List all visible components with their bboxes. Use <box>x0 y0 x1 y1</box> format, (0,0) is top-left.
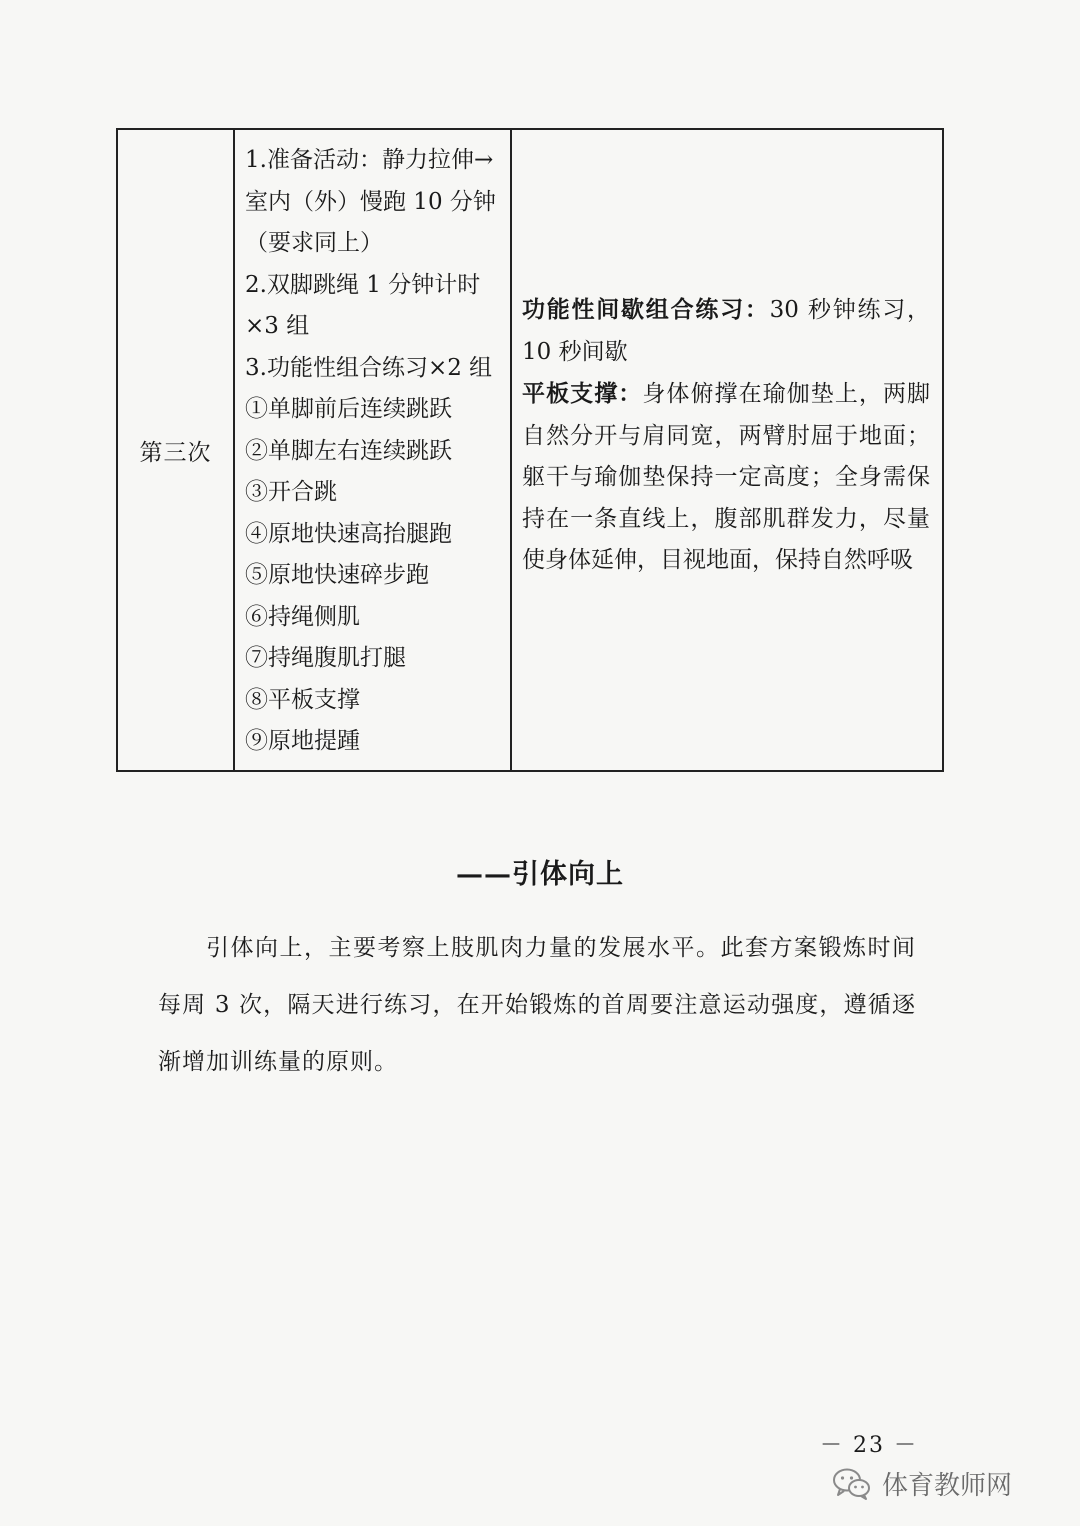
training-table <box>116 128 944 772</box>
content-line: 3.功能性组合练习×2 组 <box>245 354 493 381</box>
content-line: ④原地快速高抬腿跑 <box>245 520 452 547</box>
content-line: ⑧平板支撑 <box>245 686 360 713</box>
content-cell <box>235 130 512 770</box>
content-line: ⑦持绳腹肌打腿 <box>245 645 406 671</box>
session-label: 第三次 <box>139 439 212 466</box>
content-line: ⑤原地快速碎步跑 <box>245 562 429 588</box>
content-line: 室内（外）慢跑 10 分钟 <box>245 188 496 215</box>
content-line: ①单脚前后连续跳跃 <box>245 396 452 422</box>
note-plank-title: 平板支撑： <box>522 380 643 407</box>
content-line: ⑨原地提踵 <box>245 728 360 754</box>
notes-cell <box>512 130 942 770</box>
content-line: ②单脚左右连续跳跃 <box>245 437 452 464</box>
content-line: 2.双脚跳绳 1 分钟计时 <box>245 271 481 298</box>
section-heading: ——引体向上 <box>456 859 624 890</box>
watermark <box>832 1465 1012 1502</box>
content-line: ③开合跳 <box>245 479 337 505</box>
content-line: ⑥持绳侧肌 <box>245 603 360 630</box>
notes-block <box>522 289 930 582</box>
session-cell <box>118 130 235 770</box>
body-paragraph: 引体向上，主要考察上肢肌肉力量的发展水平。此套方案锻炼时间每周 3 次，隔天进行练习，在开始锻炼的首周要注意运动强度，遵循逐渐增加训练量的原则。 <box>158 935 916 1075</box>
note-interval-text: 30 秒钟练习，10 秒间歇 <box>522 297 931 365</box>
wechat-icon <box>832 1467 872 1501</box>
content-line: （要求同上） <box>245 230 383 256</box>
note-interval-title: 功能性间歇组合练习： <box>522 296 770 323</box>
note-plank <box>522 373 930 582</box>
note-plank-text: 身体俯撑在瑜伽垫上，两脚自然分开与肩同宽，两臂肘屈于地面；躯干与瑜伽垫保持一定高度；全身需保持在一条直线上，腹部肌群发力，尽量使身体延伸，目视地面，保持自然呼吸 <box>522 381 930 573</box>
watermark-text: 体育教师网 <box>882 1471 1013 1501</box>
content-line: 1.准备活动：静力拉伸→ <box>245 147 494 173</box>
note-interval <box>522 289 930 373</box>
page-number: － 23 － <box>820 1433 918 1458</box>
content-line: ×3 组 <box>245 313 310 339</box>
